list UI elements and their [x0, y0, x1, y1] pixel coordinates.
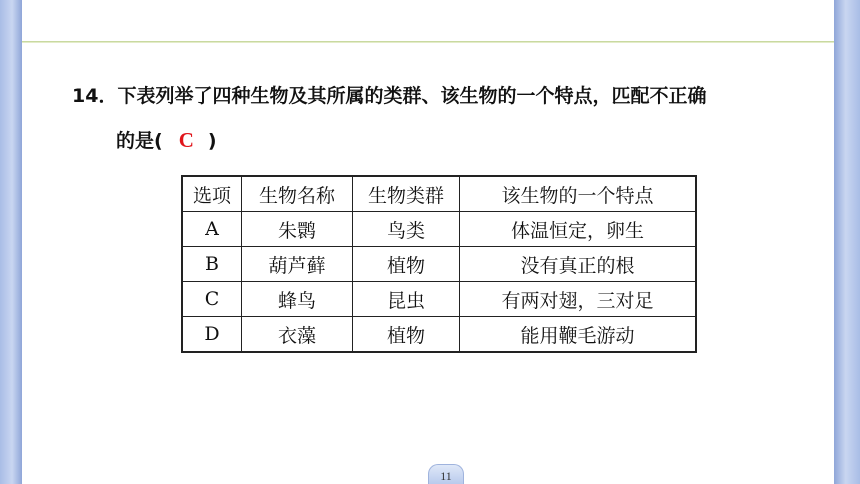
header-feature: 该生物的一个特点 — [460, 176, 697, 212]
cell-organism-name: 蜂鸟 — [242, 282, 353, 317]
page-number-tab: 11 — [428, 464, 464, 484]
cell-option: A — [182, 212, 242, 247]
table-row — [182, 247, 696, 282]
question-block — [72, 74, 802, 163]
question-number: 14． — [72, 85, 118, 107]
cell-feature: 有两对翅，三对足 — [460, 282, 697, 317]
cell-option: B — [182, 247, 242, 282]
table-row — [182, 282, 696, 317]
header-organism-name: 生物名称 — [242, 176, 353, 212]
question-line-1 — [72, 74, 802, 118]
left-frame-border — [0, 0, 22, 484]
cell-organism-group: 昆虫 — [353, 282, 460, 317]
cell-feature: 没有真正的根 — [460, 247, 697, 282]
right-frame-border — [834, 0, 860, 484]
cell-feature: 能用鞭毛游动 — [460, 317, 697, 353]
cell-organism-name: 朱鹮 — [242, 212, 353, 247]
cell-organism-group: 植物 — [353, 317, 460, 353]
top-divider — [22, 41, 834, 43]
cell-option: C — [182, 282, 242, 317]
question-line-2 — [72, 118, 802, 163]
cell-organism-group: 植物 — [353, 247, 460, 282]
question-close-paren: ) — [207, 130, 217, 152]
question-text: 下表列举了四种生物及其所属的类群、该生物的一个特点，匹配不正确 — [117, 85, 707, 107]
cell-feature: 体温恒定，卵生 — [460, 212, 697, 247]
header-option: 选项 — [182, 176, 242, 212]
table-row — [182, 212, 696, 247]
header-organism-group: 生物类群 — [353, 176, 460, 212]
cell-organism-group: 鸟类 — [353, 212, 460, 247]
organism-table — [181, 175, 697, 353]
question-text-end: 的是( — [116, 130, 163, 152]
table-row — [182, 317, 696, 353]
cell-organism-name: 葫芦藓 — [242, 247, 353, 282]
answer-letter: C — [178, 128, 194, 152]
table-header-row — [182, 176, 696, 212]
cell-option: D — [182, 317, 242, 353]
cell-organism-name: 衣藻 — [242, 317, 353, 353]
